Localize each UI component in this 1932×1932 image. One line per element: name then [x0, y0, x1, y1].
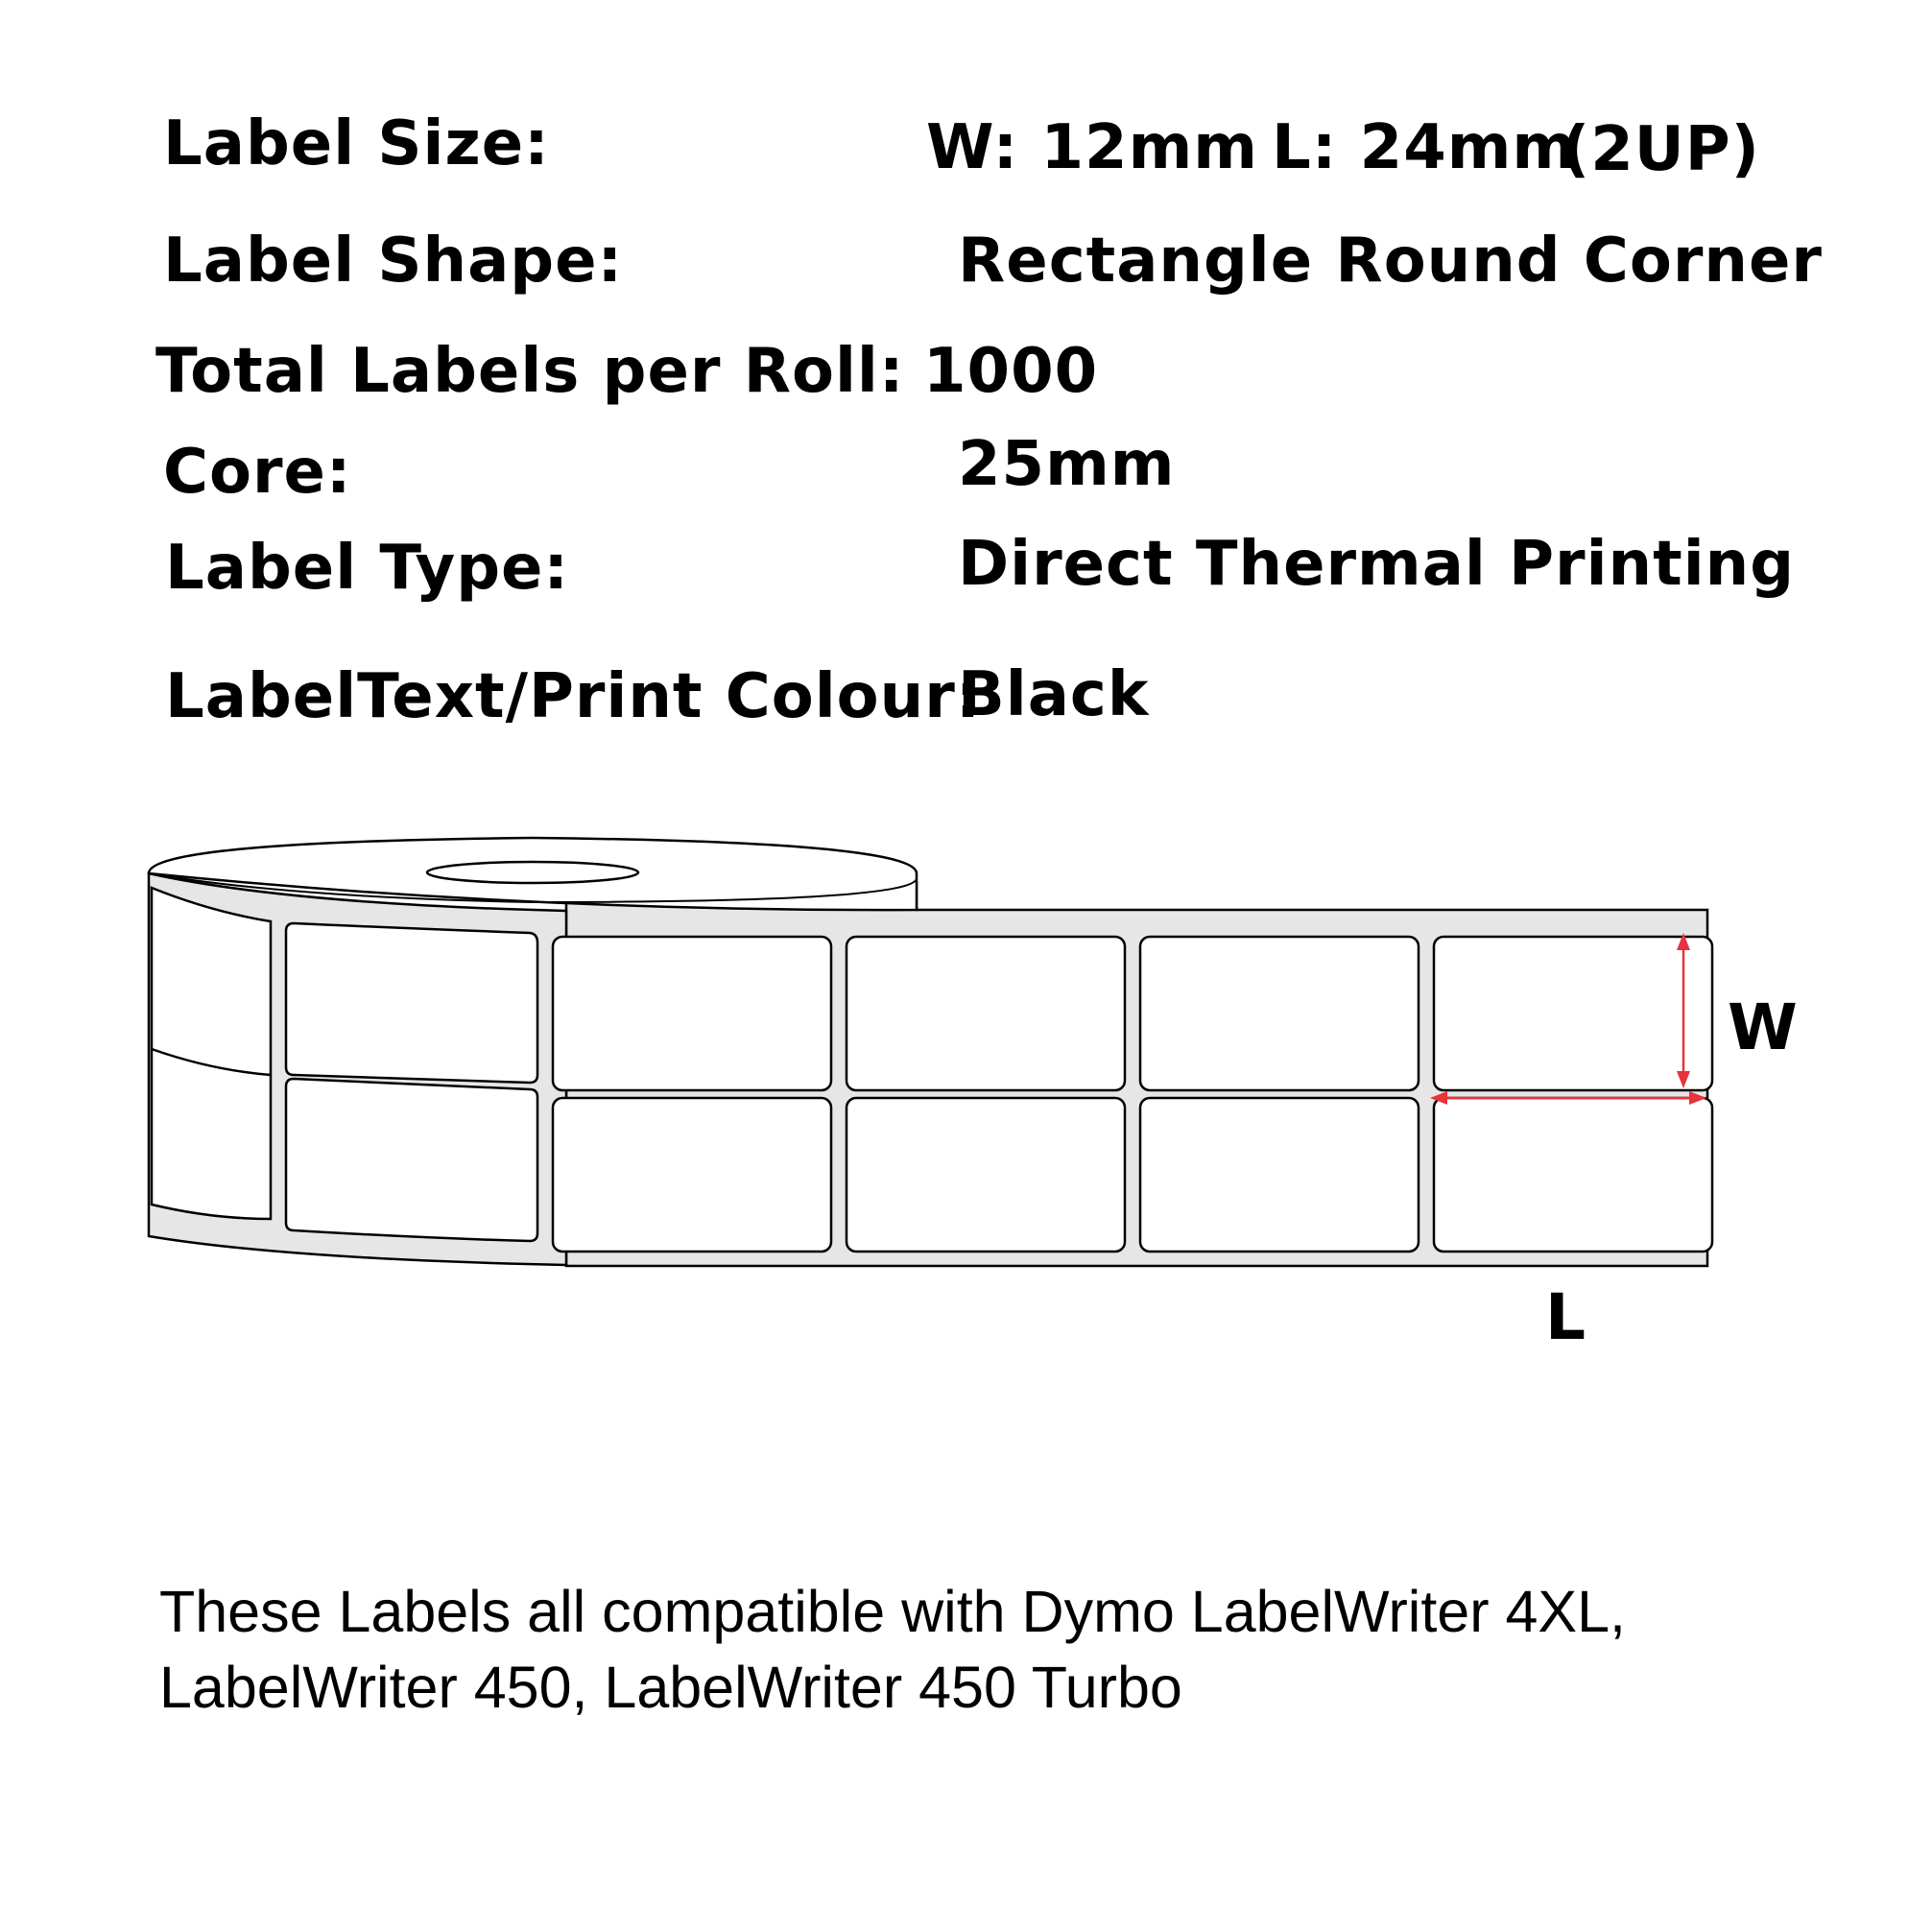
- print-colour-heading: LabelText/Print Colour:: [165, 661, 982, 732]
- label-cell: [1140, 937, 1419, 1090]
- length-marker: L: [1545, 1280, 1586, 1354]
- print-colour-value: Black: [958, 659, 1150, 730]
- label-shape-heading: Label Shape:: [163, 226, 624, 297]
- label-type-heading: Label Type:: [165, 533, 569, 604]
- label-width-value: W: 12mm: [926, 112, 1258, 183]
- label-cell: [1434, 1098, 1712, 1252]
- core-value: 25mm: [958, 429, 1176, 500]
- compatibility-note: [159, 1574, 1626, 1726]
- width-marker: W: [1728, 990, 1798, 1064]
- label-up-value: (2UP): [1562, 114, 1760, 185]
- label-length-value: L: 24mm: [1272, 112, 1578, 183]
- roll-label: [286, 923, 537, 1083]
- label-cell: [847, 937, 1125, 1090]
- core-heading: Core:: [163, 437, 352, 508]
- label-cell: [1140, 1098, 1419, 1252]
- label-cell: [553, 937, 831, 1090]
- total-labels-value: 1000: [923, 336, 1099, 407]
- roll-label: [152, 888, 271, 1219]
- label-size-heading: Label Size:: [163, 108, 550, 179]
- compatibility-line-1: These Labels all compatible with Dymo LabelWriter 4XL,: [159, 1579, 1626, 1644]
- compatibility-line-2: LabelWriter 450, LabelWriter 450 Turbo: [159, 1655, 1182, 1720]
- total-labels-heading: Total Labels per Roll:: [155, 336, 905, 407]
- roll-label: [286, 1079, 537, 1241]
- label-cell: [553, 1098, 831, 1252]
- label-type-value: Direct Thermal Printing: [958, 529, 1795, 600]
- roll-core: [427, 862, 638, 883]
- label-shape-value: Rectangle Round Corner: [958, 226, 1823, 297]
- label-cell: [1434, 937, 1712, 1090]
- label-cell: [847, 1098, 1125, 1252]
